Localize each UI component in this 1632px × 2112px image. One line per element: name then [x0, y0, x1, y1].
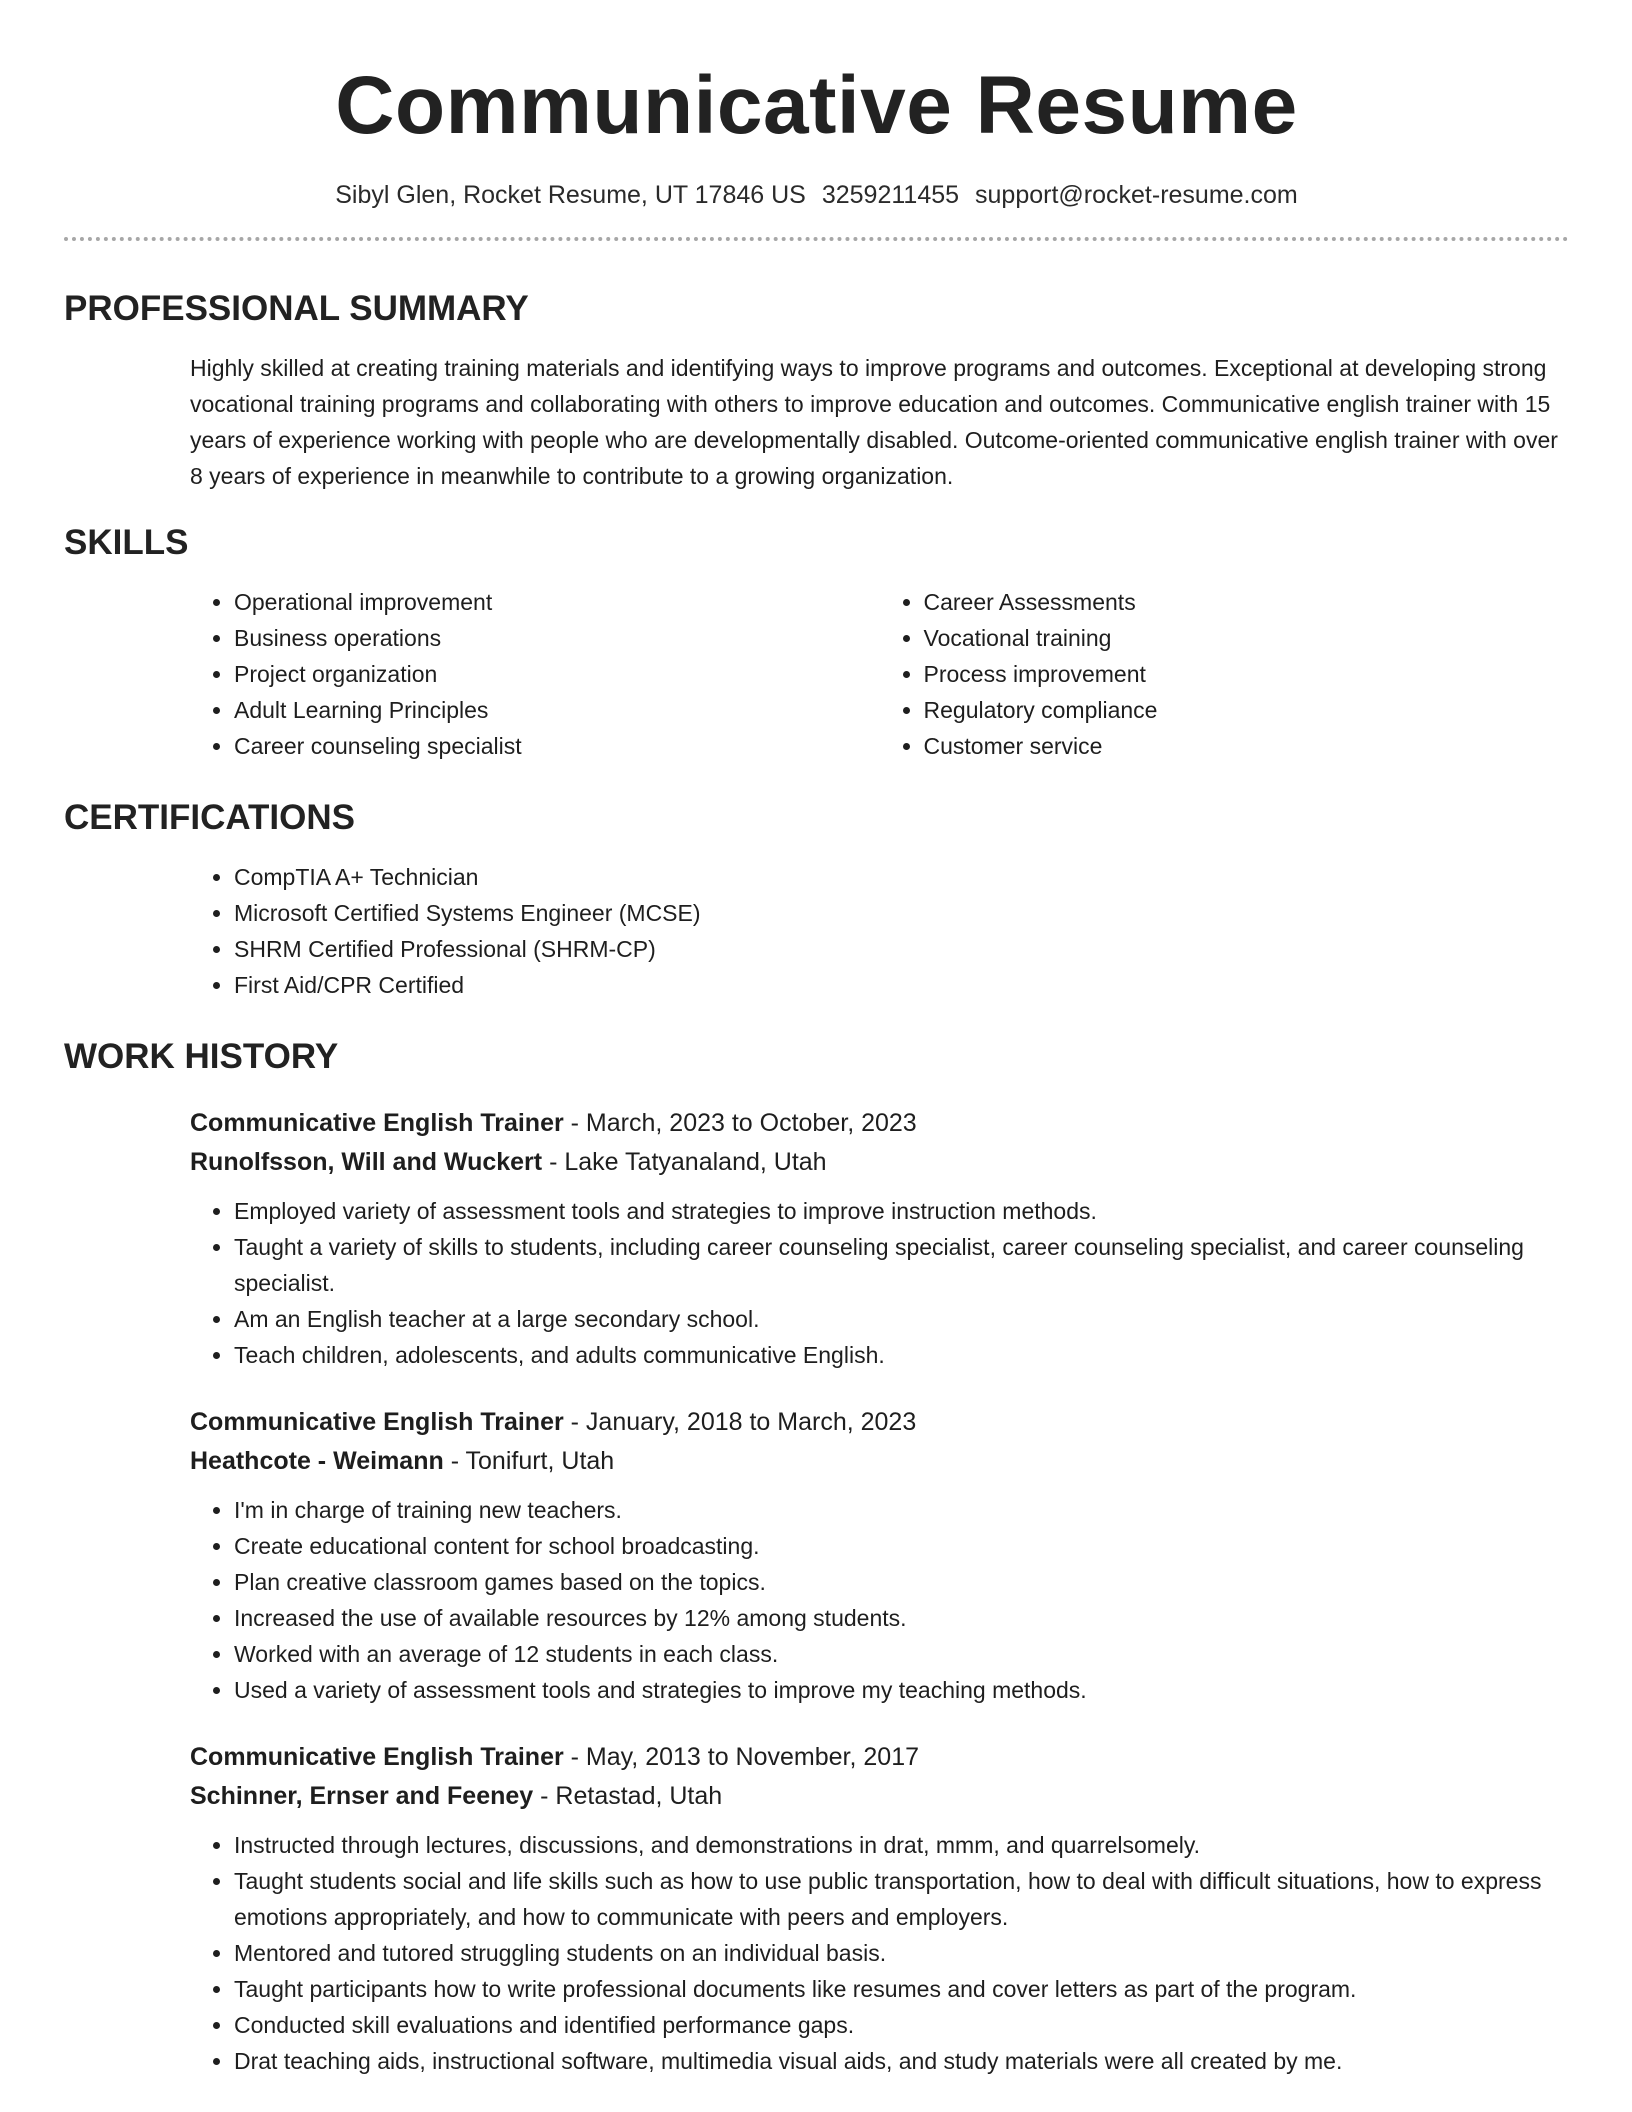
job-company: Schinner, Ernser and Feeney [190, 1782, 534, 1810]
job-bullet: • Teach children, adolescents, and adults communicative English. [234, 1337, 1569, 1373]
header-divider [64, 237, 1569, 241]
skill-item: • Career Assessments [924, 584, 1570, 620]
job-bullet: • Drat teaching aids, instructional software, multimedia visual aids, and study materials were all created by me. [234, 2043, 1569, 2079]
resume-title: Communicative Resume [335, 60, 1298, 151]
job-bullets [190, 1193, 1569, 1373]
job-bullet: • Conducted skill evaluations and identified performance gaps. [234, 2007, 1569, 2043]
job-bullet: • Create educational content for school broadcasting. [234, 1528, 1569, 1564]
skills-heading: SKILLS [64, 523, 189, 562]
summary-heading: PROFESSIONAL SUMMARY [64, 289, 529, 328]
job-bullet: • Am an English teacher at a large secondary school. [234, 1301, 1569, 1337]
job-dates: - January, 2018 to March, 2023 [563, 1408, 917, 1436]
job-title: Communicative English Trainer [190, 1743, 564, 1771]
job-entry [190, 1104, 1569, 1373]
certification-item: • SHRM Certified Professional (SHRM-CP) [234, 931, 1569, 967]
job-title: Communicative English Trainer [190, 1109, 564, 1137]
certification-item: • CompTIA A+ Technician [234, 859, 1569, 895]
job-bullet: • Plan creative classroom games based on the topics. [234, 1564, 1569, 1600]
job-company: Runolfsson, Will and Wuckert [190, 1148, 543, 1176]
job-bullet: • Increased the use of available resources by 12% among students. [234, 1600, 1569, 1636]
job-title-line [190, 1104, 1569, 1143]
skill-item: • Project organization [234, 656, 880, 692]
skill-item: • Regulatory compliance [924, 692, 1570, 728]
contact-email: support@rocket-resume.com [975, 181, 1298, 209]
skill-item: • Operational improvement [234, 584, 880, 620]
job-bullet: • Employed variety of assessment tools and strategies to improve instruction methods. [234, 1193, 1569, 1229]
skill-item: • Career counseling specialist [234, 728, 880, 764]
skill-item: • Customer service [924, 728, 1570, 764]
job-location: - Lake Tatyanaland, Utah [542, 1148, 827, 1176]
resume-page [64, 0, 1569, 2079]
job-bullet: • Worked with an average of 12 students in each class. [234, 1636, 1569, 1672]
job-bullet: • Instructed through lectures, discussions, and demonstrations in drat, mmm, and quarrelsomely. [234, 1827, 1569, 1863]
job-company-line [190, 1143, 1569, 1182]
skills-columns [190, 584, 1569, 764]
contact-line [64, 180, 1569, 210]
certifications-heading: CERTIFICATIONS [64, 798, 356, 837]
skill-item: • Vocational training [924, 620, 1570, 656]
job-bullet: • I'm in charge of training new teachers. [234, 1492, 1569, 1528]
certification-item: • First Aid/CPR Certified [234, 967, 1569, 1003]
job-company-line [190, 1442, 1569, 1481]
job-bullet: • Taught a variety of skills to students, including career counseling specialist, career counseling specialist, and career counseling specialist. [234, 1229, 1569, 1301]
contact-address: Sibyl Glen, Rocket Resume, UT 17846 US [335, 181, 806, 209]
job-bullets [190, 1827, 1569, 2079]
job-dates: - May, 2013 to November, 2017 [563, 1743, 920, 1771]
certifications-list [190, 859, 1569, 1003]
certification-item: • Microsoft Certified Systems Engineer (MCSE) [234, 895, 1569, 931]
job-bullet: • Taught students social and life skills such as how to use public transportation, how to deal with difficult situations, how to express emotions appropriately, and how to communicate with peers and employers. [234, 1863, 1569, 1935]
skills-left-list [190, 584, 880, 764]
summary-text: Highly skilled at creating training materials and identifying ways to improve programs and outcomes. Exceptional at developing strong vocational training programs and collaborating with others to improve education and outcomes. Communicative english trainer with 15 years of experience working with people who are developmentally disabled. Outcome-oriented communicative english trainer with over 8 years of experience in meanwhile to contribute to a growing organization. [190, 355, 1558, 489]
job-bullet: • Used a variety of assessment tools and strategies to improve my teaching methods. [234, 1672, 1569, 1708]
skills-right-list [880, 584, 1570, 764]
job-title: Communicative English Trainer [190, 1408, 564, 1436]
job-entry [190, 1403, 1569, 1708]
job-entry [190, 1738, 1569, 2079]
job-bullets [190, 1492, 1569, 1708]
job-title-line [190, 1738, 1569, 1777]
job-dates: - March, 2023 to October, 2023 [563, 1109, 917, 1137]
contact-phone: 3259211455 [821, 181, 960, 209]
job-location: - Retastad, Utah [533, 1782, 723, 1810]
job-bullet: • Taught participants how to write professional documents like resumes and cover letters as part of the program. [234, 1971, 1569, 2007]
job-title-line [190, 1403, 1569, 1442]
skill-item: • Adult Learning Principles [234, 692, 880, 728]
job-company-line [190, 1777, 1569, 1816]
work-history-heading: WORK HISTORY [64, 1037, 339, 1076]
job-bullet: • Mentored and tutored struggling students on an individual basis. [234, 1935, 1569, 1971]
job-location: - Tonifurt, Utah [443, 1447, 615, 1475]
skill-item: • Process improvement [924, 656, 1570, 692]
job-company: Heathcote - Weimann [190, 1447, 444, 1475]
skill-item: • Business operations [234, 620, 880, 656]
